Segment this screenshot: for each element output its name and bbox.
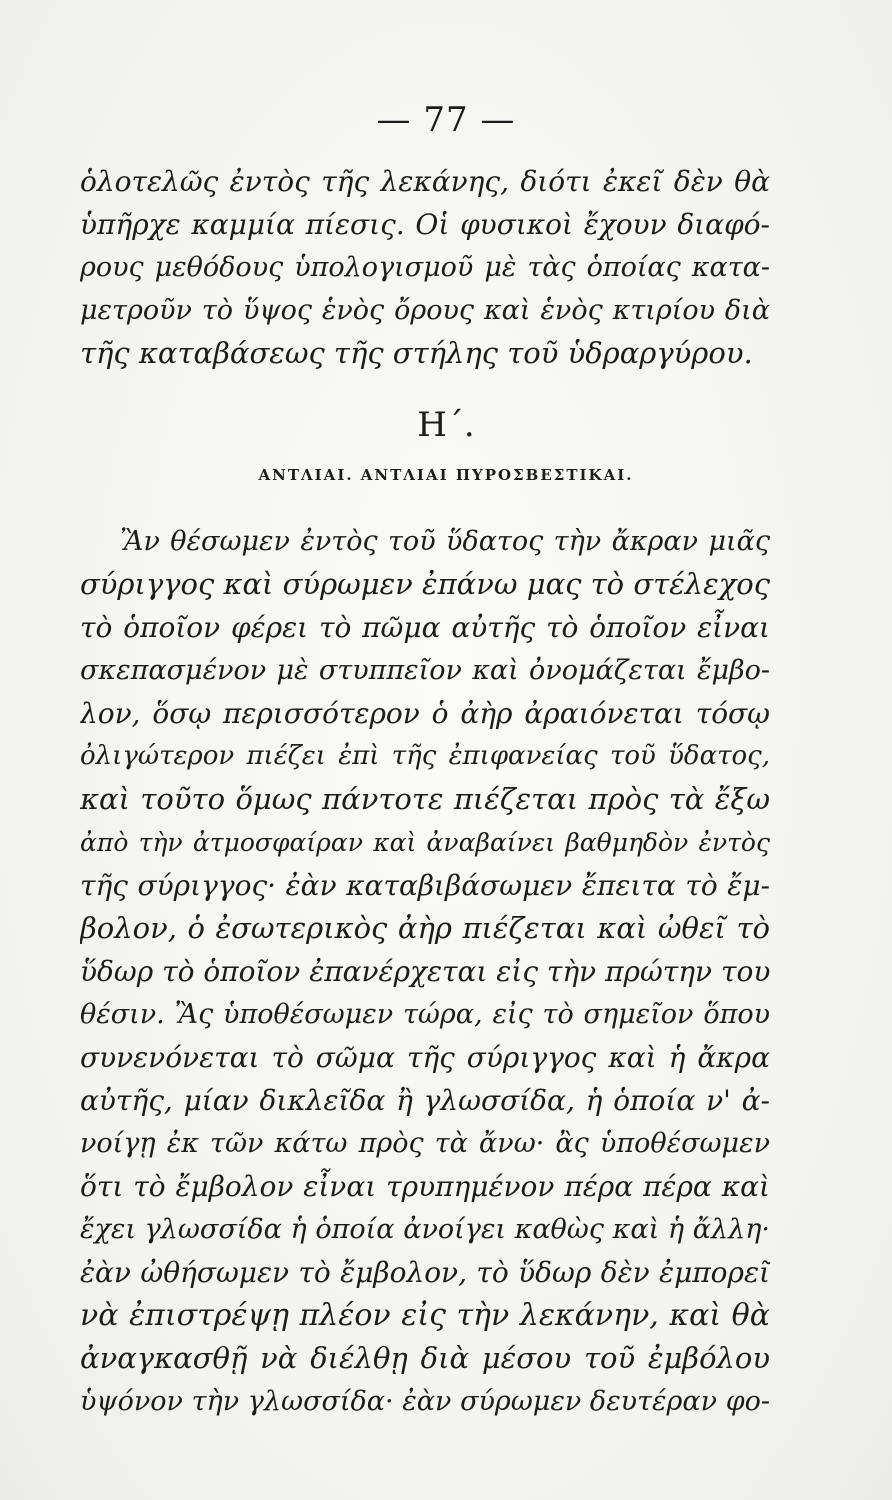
text-line: ὀλιγώτερον πιέζει ἐπὶ τῆς ἐπιφανείας τοῦ ὕδατος,	[80, 741, 770, 771]
text-line: τὸ ὁποῖον φέρει τὸ πῶμα αὐτῆς τὸ ὁποῖον εἶναι	[80, 611, 770, 644]
text-line: τῆς καταβάσεως τῆς στήλης τοῦ ὑδραργύρου.	[80, 336, 753, 370]
text-line: ὑψόνον τὴν γλωσσίδα· ἐὰν σύρωμεν δευτέραν φο-	[80, 1386, 770, 1417]
text-line: ὅτι τὸ ἔμβολον εἶναι τρυπημένον πέρα πέρα καὶ	[80, 1170, 770, 1203]
section-heading: ΑΝΤΛΙΑΙ. ΑΝΤΛΙΑΙ ΠΥΡΟΣΒΕΣΤΙΚΑΙ.	[258, 466, 634, 484]
paragraph-pumps	[80, 520, 770, 1423]
text-line: σύριγγος καὶ σύρωμεν ἐπάνω μας τὸ στέλεχος	[80, 567, 770, 601]
text-line: ἀπὸ τὴν ἀτμοσφαίραν καὶ ἀναβαίνει βαθμηδὸν ἐντὸς	[80, 828, 770, 857]
text-line: καὶ τοῦτο ὅμως πάντοτε πιέζεται πρὸς τὰ ἔξω	[80, 782, 770, 816]
text-line: ὁλοτελῶς ἐντὸς τῆς λεκάνης, διότι ἐκεῖ δὲν θὰ	[80, 165, 770, 198]
page-number: — 77 —	[376, 100, 516, 140]
paragraph-continued	[80, 160, 770, 375]
text-line: αὐτῆς, μίαν δικλεῖδα ἢ γλωσσίδα, ἡ ὁποία ν' ἀ-	[80, 1084, 770, 1117]
text-line: λον, ὅσῳ περισσότερον ὁ ἀὴρ ἀραιόνεται τόσῳ	[80, 697, 770, 730]
text-line: ρους μεθόδους ὑπολογισμοῦ μὲ τὰς ὁποίας κατα-	[80, 252, 770, 283]
text-line: τῆς σύριγγος· ἐὰν καταβιβάσωμεν ἔπειτα τὸ ἔμ-	[80, 869, 770, 902]
text-line: νοίγῃ ἐκ τῶν κάτω πρὸς τὰ ἄνω· ἂς ὑποθέσωμεν	[80, 1128, 770, 1159]
text-line: θέσιν. Ἂς ὑποθέσωμεν τώρα, εἰς τὸ σημεῖον ὅπου	[80, 999, 770, 1030]
text-line: Ἂν θέσωμεν ἐντὸς τοῦ ὕδατος τὴν ἄκραν μιᾶς	[120, 526, 770, 557]
text-line: μετροῦν τὸ ὕψος ἑνὸς ὄρους καὶ ἑνὸς κτιρίου διὰ	[80, 295, 770, 326]
text-line: ἀναγκασθῇ νὰ διέλθῃ διὰ μέσου τοῦ ἐμβόλου	[80, 1341, 770, 1375]
text-line: ἔχει γλωσσίδα ἡ ὁποία ἀνοίγει καθὼς καὶ ἡ ἄλλη·	[80, 1214, 770, 1245]
text-line: ὑπῆρχε καμμία πίεσις. Οἱ φυσικοὶ ἔχουν διαφό-	[80, 208, 770, 241]
text-line: συνενόνεται τὸ σῶμα τῆς σύριγγος καὶ ἡ ἄκρα	[80, 1041, 770, 1074]
section-number: Η΄.	[417, 405, 475, 445]
text-line: νὰ ἐπιστρέψῃ πλέον εἰς τὴν λεκάνην, καὶ θὰ	[80, 1298, 770, 1333]
text-line: σκεπασμένον μὲ στυππεῖον καὶ ὀνομάζεται ἔμβο-	[80, 655, 770, 686]
text-line: βολον, ὁ ἐσωτερικὸς ἀὴρ πιέζεται καὶ ὠθεῖ τὸ	[80, 911, 770, 945]
text-line: ὕδωρ τὸ ὁποῖον ἐπανέρχεται εἰς τὴν πρώτην του	[80, 955, 770, 988]
text-line: ἐὰν ὠθήσωμεν τὸ ἔμβολον, τὸ ὕδωρ δὲν ἐμπορεῖ	[80, 1256, 770, 1289]
